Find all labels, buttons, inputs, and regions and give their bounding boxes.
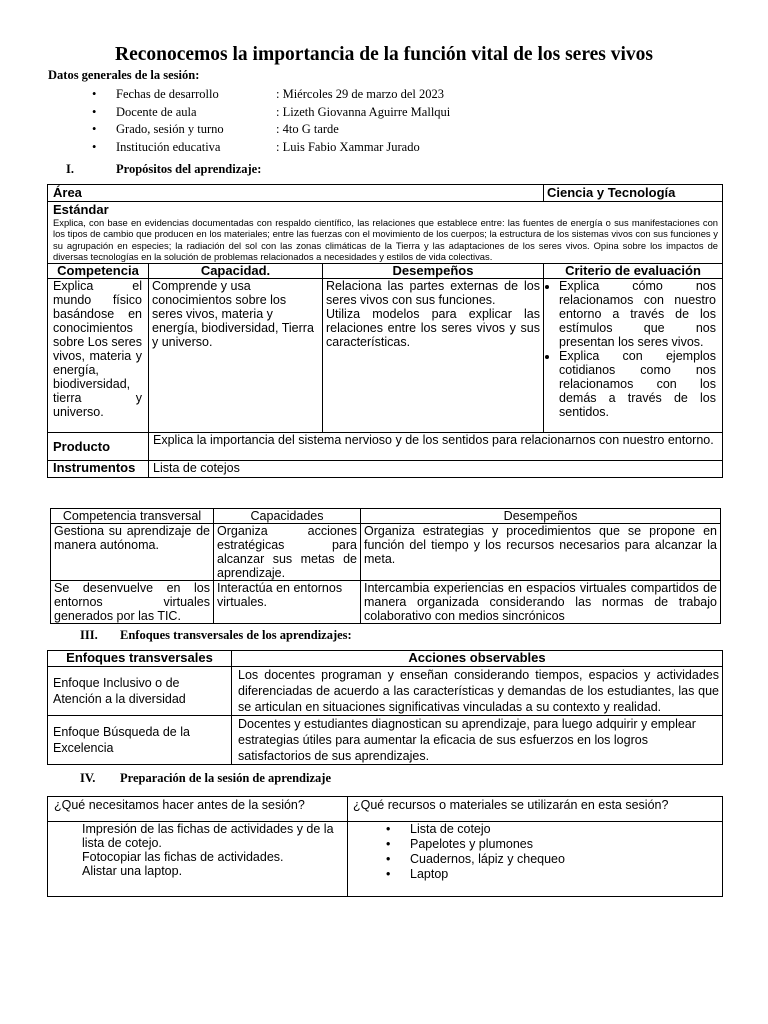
transversal-competencia-cell: Gestiona su aprendizaje de manera autónoma. [51, 524, 214, 581]
header-criterio: Criterio de evaluación [544, 264, 723, 279]
general-item-label: Docente de aula [116, 104, 197, 119]
competencia-cell: Explica el mundo físico basándose en conocimientos sobre Los seres vivos, materia y energía, biodiversidad, tierra y universo. [48, 279, 149, 433]
section-number: I. [66, 162, 74, 176]
section-title: Enfoques transversales de los aprendizajes: [120, 628, 352, 642]
desempeno-item: Utiliza modelos para explicar las relaciones entre los seres vivos y sus características. [326, 307, 540, 350]
acciones-cell: Docentes y estudiantes diagnostican su aprendizaje, para luego adquirir y emplear estrategias útiles para aumentar la eficacia de sus esfuerzos en los logros satisfactorios de sus aprendizajes. [232, 716, 723, 765]
transversal-desempeno-cell: Organiza estrategias y procedimientos que se propone en función del tiempo y los recursos necesarios para alcanzar la meta. [361, 524, 721, 581]
page-title: Reconocemos la importancia de la función vital de los seres vivos [114, 44, 654, 65]
enfoque-cell: Enfoque Búsqueda de la Excelencia [48, 716, 232, 765]
recurso-label: Cuadernos, lápiz y chequeo [410, 852, 565, 866]
section-number: III. [80, 628, 98, 642]
general-item-value: : Miércoles 29 de marzo del 2023 [276, 87, 445, 101]
instrumentos-label: Instrumentos [48, 461, 149, 478]
header-acciones: Acciones observables [232, 651, 723, 667]
recursos-cell [348, 822, 723, 897]
bullet-icon: • [92, 104, 97, 119]
enfoques-table [47, 650, 723, 765]
transversal-competencia-cell: Se desenvuelve en los entornos virtuales generados por las TIC. [51, 581, 214, 624]
section-title: Propósitos del aprendizaje: [116, 162, 262, 176]
recurso-label: Laptop [410, 867, 449, 881]
estandar-label: Estándar [53, 202, 109, 217]
enfoque-cell: Enfoque Inclusivo o de Atención a la diversidad [48, 667, 232, 716]
area-label: Área [48, 185, 544, 202]
general-item-value: : Lizeth Giovanna Aguirre Mallqui [276, 104, 451, 119]
header-capacidad: Capacidad. [149, 264, 323, 279]
general-item [92, 139, 450, 157]
general-heading: Datos generales de la sesión: [48, 68, 200, 82]
header-enfoques: Enfoques transversales [48, 651, 232, 667]
antes-item: Alistar una laptop. [82, 864, 183, 878]
producto-value: Explica la importancia del sistema nervioso y de los sentidos para relacionarnos con nuestro entorno. [149, 433, 723, 461]
bullet-icon: • [386, 837, 391, 851]
capacidad-cell: Comprende y usa conocimientos sobre los seres vivos, materia y energía, biodiversidad, Tierra y universo. [149, 279, 323, 433]
general-item-value: : Luis Fabio Xammar Jurado [276, 139, 420, 154]
bullet-icon: • [92, 139, 97, 154]
transversal-capacidad-cell: Organiza acciones estratégicas para alcanzar sus metas de aprendizaje. [214, 524, 361, 581]
header-capacidades: Capacidades [214, 509, 361, 524]
recurso-item [386, 837, 719, 852]
section-title: Preparación de la sesión de aprendizaje [120, 771, 331, 785]
recurso-label: Papelotes y plumones [410, 837, 533, 851]
header-recursos: ¿Qué recursos o materiales se utilizarán en esta sesión? [348, 797, 723, 822]
criterio-item: • Explica cómo nos relacionamos con nuestro entorno a través de los estímulos que nos presentan los seres vivos. [559, 279, 716, 349]
antes-item: Impresión de las fichas de actividades y de la lista de cotejo. [82, 822, 334, 850]
general-item-label: Grado, sesión y turno [116, 122, 224, 136]
instrumentos-value: Lista de cotejos [149, 461, 723, 478]
recurso-item [386, 867, 719, 882]
producto-label: Producto [48, 433, 149, 461]
header-competencia-transversal: Competencia transversal [51, 509, 214, 524]
desempeno-item: Relaciona las partes externas de los seres vivos con sus funciones. [326, 279, 540, 308]
header-competencia: Competencia [48, 264, 149, 279]
general-item-label: Institución educativa [116, 139, 221, 154]
section-number: IV. [80, 771, 96, 785]
estandar-text: Explica, con base en evidencias documentadas con respaldo científico, las relaciones que establece entre: las fuentes de energía o sus manifestaciones con los tipos de cambio que producen en los materiales; entre las fuerzas con el movimiento de los cuerpos; la estructura de los sistemas vivos con sus funciones y su agrupación en especies; la radiación del sol con las zonas climáticas de la Tierra y las adaptaciones de los seres vivos. Opina sobre los impactos de diversas tecnologías en la solución de problemas relacionados a necesidades y estilos de vida colectivas. [53, 217, 718, 262]
bullet-icon: • [386, 867, 391, 881]
transversal-capacidad-cell: Interactúa en entornos virtuales. [214, 581, 361, 624]
bullet-icon: • [386, 822, 391, 836]
header-desempenos-transversal: Desempeños [361, 509, 721, 524]
general-item [92, 86, 450, 104]
bullet-icon: • [92, 122, 97, 136]
desempenos-cell [323, 279, 544, 433]
section-heading [80, 771, 331, 786]
bullet-icon: • [386, 852, 391, 866]
general-item [92, 121, 450, 139]
preparacion-table [47, 796, 723, 897]
estandar-cell [48, 202, 723, 264]
recurso-label: Lista de cotejo [410, 822, 491, 836]
bullet-icon: • [92, 87, 97, 101]
general-item [92, 104, 450, 122]
recurso-item [386, 822, 719, 837]
header-desempenos: Desempeños [323, 264, 544, 279]
section-heading [80, 628, 352, 643]
general-item-value: : 4to G tarde [276, 122, 339, 136]
header-antes: ¿Qué necesitamos hacer antes de la sesión? [48, 797, 348, 822]
recurso-item [386, 852, 719, 867]
general-item-label: Fechas de desarrollo [116, 87, 219, 101]
purpose-table [47, 184, 723, 478]
antes-item: Fotocopiar las fichas de actividades. [82, 850, 284, 864]
criterio-item: • Explica con ejemplos cotidianos como nos relacionamos con los demás a través de los sentidos. [559, 349, 716, 419]
criterio-cell [544, 279, 723, 433]
area-value: Ciencia y Tecnología [544, 185, 723, 202]
transversal-desempeno-cell: Intercambia experiencias en espacios virtuales compartidos de manera organizada considerando las normas de trabajo colaborativo con medios sincrónicos [361, 581, 721, 624]
criterio-list [547, 279, 716, 419]
antes-cell [48, 822, 348, 897]
general-data-list [92, 86, 450, 156]
section-heading [66, 162, 261, 177]
acciones-cell: Los docentes programan y enseñan considerando tiempos, espacios y actividades diferenciadas de acuerdo a las características y demandas de los estudiantes, las que se articulan en situaciones significativas vinculadas a su contexto y realidad. [232, 667, 723, 716]
transversal-table [50, 508, 721, 624]
